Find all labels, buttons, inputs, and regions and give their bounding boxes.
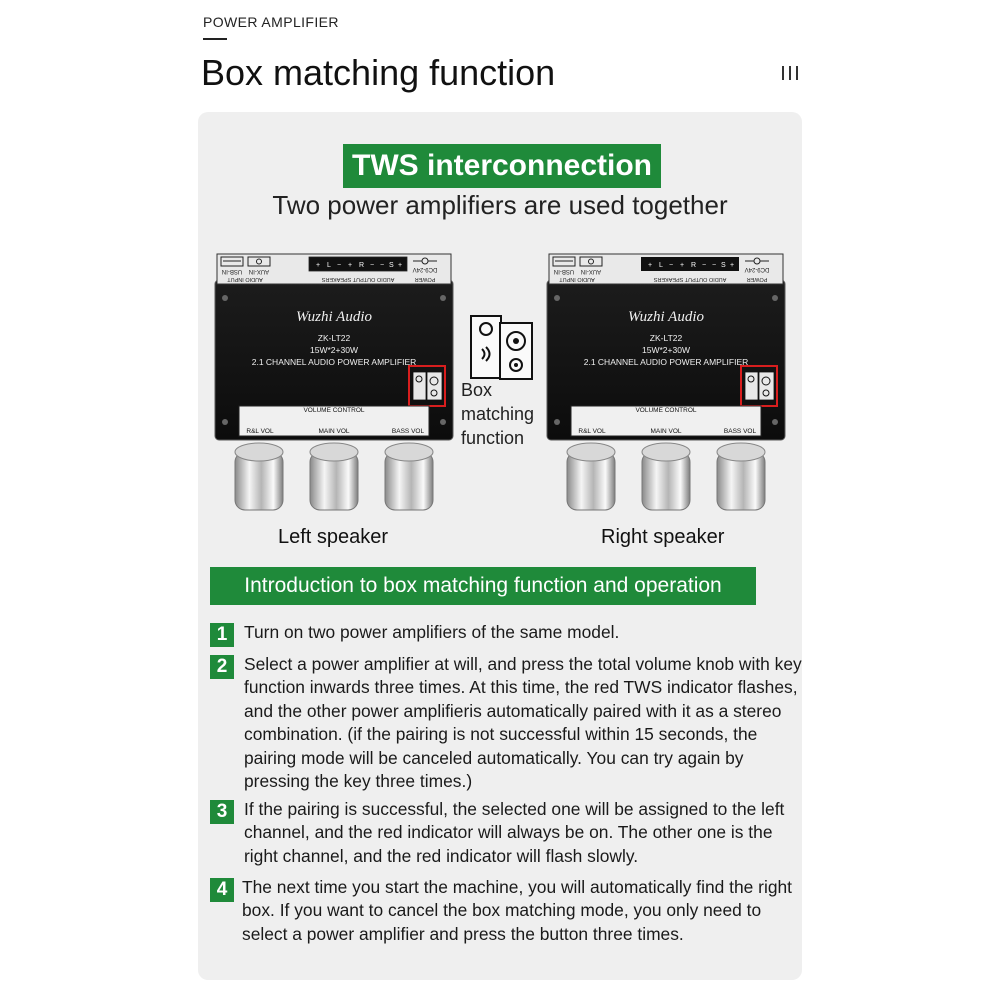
tws-badge: TWS interconnection	[343, 144, 661, 188]
port-group-power: POWER	[746, 276, 768, 282]
volume-control-label: VOLUME CONTROL	[635, 407, 697, 414]
tws-indicator-highlight	[409, 366, 445, 406]
knob-label-bass: BASS VOL	[723, 428, 757, 435]
step-number: 2	[210, 655, 234, 679]
port-l-minus: −	[669, 262, 674, 269]
port-group-input: AUDIO INPUT	[227, 276, 263, 282]
amplifier-board-right	[545, 252, 787, 514]
port-dc: DC9-24V	[744, 266, 770, 272]
amplifier-board-left	[213, 252, 455, 514]
board-power: 15W*2+30W	[642, 345, 690, 355]
step-number: 3	[210, 800, 234, 824]
board-model: ZK-LT22	[317, 333, 351, 343]
port-s-minus: −	[380, 262, 385, 269]
port-dc: DC9-24V	[412, 266, 438, 272]
tws-indicator-highlight	[741, 366, 777, 406]
port-s-minus: −	[712, 262, 717, 269]
caption-line: Box	[461, 380, 493, 400]
caption-line: matching	[461, 404, 535, 424]
knob-label-rl: R&L VOL	[246, 428, 274, 435]
knob-icon[interactable]	[385, 443, 433, 510]
port-s-plus: +	[730, 262, 735, 269]
volume-control-label: VOLUME CONTROL	[303, 407, 365, 414]
port-l-plus: +	[316, 262, 321, 269]
left-speaker-label: Left speaker	[278, 526, 389, 548]
port-s-plus: +	[398, 262, 403, 269]
port-s: S	[389, 262, 394, 269]
board-description: 2.1 CHANNEL AUDIO POWER AMPLIFIER	[251, 357, 417, 367]
port-l-plus: +	[648, 262, 653, 269]
port-l: L	[659, 262, 663, 269]
board-description: 2.1 CHANNEL AUDIO POWER AMPLIFIER	[583, 357, 749, 367]
caption-line: function	[461, 428, 525, 448]
knob-icon[interactable]	[567, 443, 615, 510]
content-card	[198, 112, 802, 980]
box-matching-caption	[461, 378, 534, 450]
step-number: 1	[210, 623, 234, 647]
speaker-box-icon	[470, 315, 534, 381]
right-speaker-label: Right speaker	[601, 526, 725, 548]
page-title: Box matching function	[201, 52, 556, 93]
port-group-output: AUDIO OUTPUT SPEAKERS	[653, 276, 727, 282]
knob-icon[interactable]	[642, 443, 690, 510]
port-r-minus: −	[702, 262, 707, 269]
knob-label-bass: BASS VOL	[391, 428, 425, 435]
board-brand: Wuzhi Audio	[628, 309, 704, 325]
knob-label-main: MAIN VOL	[318, 428, 350, 435]
tws-subtitle: Two power amplifiers are used together	[272, 190, 728, 220]
port-group-input: AUDIO INPUT	[559, 276, 595, 282]
menu-icon[interactable]	[782, 66, 800, 80]
port-r: R	[359, 262, 365, 269]
step-text: Select a power amplifier at will, and press the total volume knob with key function inwards three times. At this time, the red TWS indicator flashes, and the other power amplifieris automatically paired with it as a stereo combination. (if the pairing is not successful within 15 seconds, the pairing mode will be canceled automatically. You can try again by pressing the key three times.)	[244, 654, 802, 792]
port-l-minus: −	[337, 262, 342, 269]
knob-label-main: MAIN VOL	[650, 428, 682, 435]
board-power: 15W*2+30W	[310, 345, 358, 355]
step-text: If the pairing is successful, the selected one will be assigned to the left channel, and the red indicator will always be on. The other one is the right channel, and the red indicator will flash slowly.	[244, 799, 785, 866]
knob-label-rl: R&L VOL	[578, 428, 606, 435]
knob-icon[interactable]	[235, 443, 283, 510]
port-r: R	[691, 262, 697, 269]
knob-icon[interactable]	[717, 443, 765, 510]
port-r-plus: +	[348, 262, 353, 269]
port-l: L	[327, 262, 331, 269]
category-underline	[203, 38, 227, 40]
intro-badge: Introduction to box matching function and operation	[210, 567, 756, 605]
port-s: S	[721, 262, 726, 269]
port-usb-in: USB-IN	[221, 268, 243, 274]
port-r-minus: −	[370, 262, 375, 269]
step-text: The next time you start the machine, you will automatically find the right box. If you want to cancel the box matching mode, you only need to select a power amplifier and press the button three times.	[242, 877, 792, 944]
step-number: 4	[210, 878, 234, 902]
port-group-power: POWER	[414, 276, 436, 282]
board-model: ZK-LT22	[649, 333, 683, 343]
port-r-plus: +	[680, 262, 685, 269]
step-text: Turn on two power amplifiers of the same model.	[244, 622, 620, 642]
port-aux-in: AUX-IN	[580, 268, 602, 274]
port-usb-in: USB-IN	[553, 268, 575, 274]
port-aux-in: AUX-IN	[248, 268, 270, 274]
category-label: POWER AMPLIFIER	[203, 14, 339, 30]
port-group-output: AUDIO OUTPUT SPEAKERS	[321, 276, 395, 282]
knob-icon[interactable]	[310, 443, 358, 510]
board-brand: Wuzhi Audio	[296, 309, 372, 325]
